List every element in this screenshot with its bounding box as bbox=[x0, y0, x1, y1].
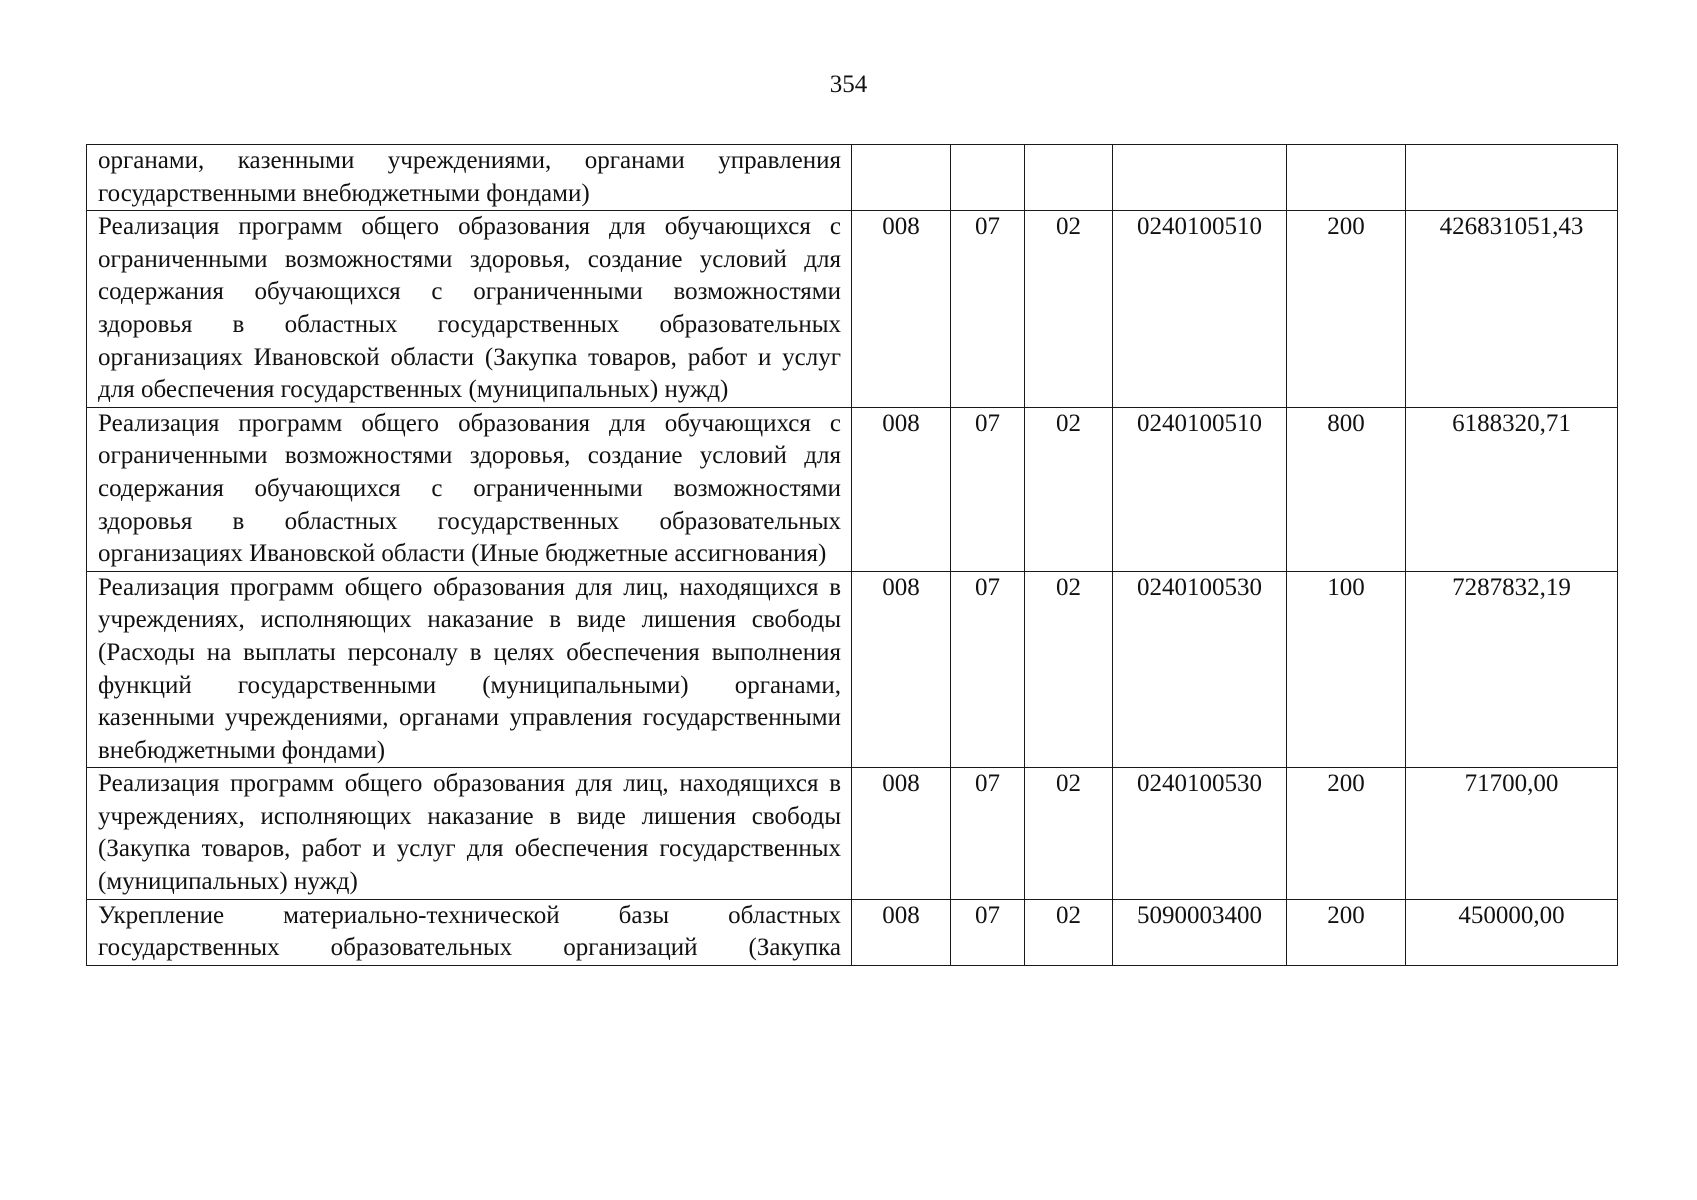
description-cell: Реализация программ общего образования для лиц, находящихся в учреждениях, исполняющих наказание в виде лишения свободы (Расходы на выплаты персоналу в целях обеспечения выполнения функций государственными (муниципальными) органами, казенными учреждениями, органами управления государственными внебюджетными фондами) bbox=[87, 571, 852, 768]
target-article-cell: 0240100530 bbox=[1113, 768, 1287, 899]
description-cell: органами, казенными учреждениями, органами управления государственными внебюджетными фондами) bbox=[87, 145, 852, 211]
amount-cell: 71700,00 bbox=[1406, 768, 1618, 899]
description-cell: Укрепление материально-технической базы областных государственных образовательных организаций (Закупка bbox=[87, 899, 852, 965]
subsection-code-cell: 02 bbox=[1025, 211, 1113, 408]
section-code-cell: 07 bbox=[951, 407, 1025, 571]
expense-type-cell: 100 bbox=[1287, 571, 1406, 768]
ministry-code-cell: 008 bbox=[852, 211, 951, 408]
target-article-cell: 0240100510 bbox=[1113, 407, 1287, 571]
ministry-code-cell: 008 bbox=[852, 407, 951, 571]
subsection-code-cell: 02 bbox=[1025, 407, 1113, 571]
expense-type-cell bbox=[1287, 145, 1406, 211]
ministry-code-cell: 008 bbox=[852, 768, 951, 899]
ministry-code-cell: 008 bbox=[852, 899, 951, 965]
subsection-code-cell: 02 bbox=[1025, 768, 1113, 899]
ministry-code-cell: 008 bbox=[852, 571, 951, 768]
section-code-cell: 07 bbox=[951, 768, 1025, 899]
expense-type-cell: 200 bbox=[1287, 768, 1406, 899]
amount-cell bbox=[1406, 145, 1618, 211]
expense-type-cell: 200 bbox=[1287, 211, 1406, 408]
subsection-code-cell bbox=[1025, 145, 1113, 211]
target-article-cell bbox=[1113, 145, 1287, 211]
table-row bbox=[87, 407, 1618, 571]
target-article-cell: 0240100510 bbox=[1113, 211, 1287, 408]
description-cell: Реализация программ общего образования для лиц, находящихся в учреждениях, исполняющих наказание в виде лишения свободы (Закупка товаров, работ и услуг для обеспечения государственных (муниципальных) нужд) bbox=[87, 768, 852, 899]
amount-cell: 450000,00 bbox=[1406, 899, 1618, 965]
section-code-cell: 07 bbox=[951, 899, 1025, 965]
section-code-cell bbox=[951, 145, 1025, 211]
target-article-cell: 0240100530 bbox=[1113, 571, 1287, 768]
subsection-code-cell: 02 bbox=[1025, 571, 1113, 768]
section-code-cell: 07 bbox=[951, 211, 1025, 408]
page-number: 354 bbox=[829, 71, 868, 98]
amount-cell: 426831051,43 bbox=[1406, 211, 1618, 408]
target-article-cell: 5090003400 bbox=[1113, 899, 1287, 965]
expense-type-cell: 800 bbox=[1287, 407, 1406, 571]
table-row bbox=[87, 211, 1618, 408]
amount-cell: 6188320,71 bbox=[1406, 407, 1618, 571]
table-row bbox=[87, 768, 1618, 899]
section-code-cell: 07 bbox=[951, 571, 1025, 768]
description-cell: Реализация программ общего образования для обучающихся с ограниченными возможностями здоровья, создание условий для содержания обучающихся с ограниченными возможностями здоровья в областных государственных образовательных организациях Ивановской области (Закупка товаров, работ и услуг для обеспечения государственных (муниципальных) нужд) bbox=[87, 211, 852, 408]
description-cell: Реализация программ общего образования для обучающихся с ограниченными возможностями здоровья, создание условий для содержания обучающихся с ограниченными возможностями здоровья в областных государственных образовательных организациях Ивановской области (Иные бюджетные ассигнования) bbox=[87, 407, 852, 571]
amount-cell: 7287832,19 bbox=[1406, 571, 1618, 768]
expense-type-cell: 200 bbox=[1287, 899, 1406, 965]
table-row bbox=[87, 571, 1618, 768]
subsection-code-cell: 02 bbox=[1025, 899, 1113, 965]
table-row bbox=[87, 145, 1618, 211]
table-row bbox=[87, 899, 1618, 965]
ministry-code-cell bbox=[852, 145, 951, 211]
budget-table bbox=[86, 144, 1618, 966]
